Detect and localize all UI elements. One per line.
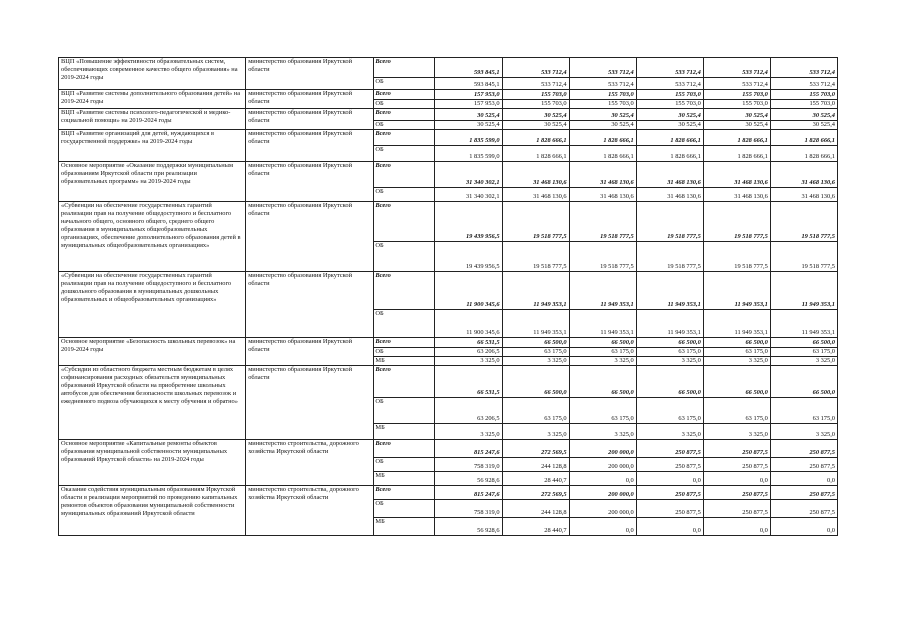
funding-source-label: ОБ xyxy=(375,78,384,85)
amount-cell-year-4: 3 325,0 xyxy=(636,424,703,440)
amount-cell-year-3: 200 000,0 xyxy=(569,500,636,518)
amount-cell-year-1: 3 325,0 xyxy=(435,424,502,440)
funding-source-cell xyxy=(374,90,435,100)
amount-cell-year-3: 30 525,4 xyxy=(569,109,636,121)
funding-source-label: МБ xyxy=(375,357,385,364)
amount-cell-year-3: 200 000,0 xyxy=(569,486,636,500)
program-name-cell: ВЦП «Развитие системы психолого-педагогической и медико-социальной помощи» на 2019-2024 годы xyxy=(59,109,246,130)
funding-source-label: Всего xyxy=(375,58,391,65)
amount-cell-year-6: 533 712,4 xyxy=(770,58,837,78)
responsible-org-cell: министерство образования Иркутской области xyxy=(246,162,374,202)
funding-source-cell xyxy=(374,130,435,146)
amount-cell-year-5: 1 828 666,1 xyxy=(703,146,770,162)
program-name-cell: ВЦП «Повышение эффективности образовательных систем, обеспечивающих современное качество общего образования» на 2019-2024 годы xyxy=(59,58,246,90)
amount-cell-year-2: 272 569,5 xyxy=(502,486,569,500)
funding-source-cell xyxy=(374,366,435,398)
funding-source-label: ОБ xyxy=(375,146,384,153)
funding-source-cell xyxy=(374,58,435,78)
amount-cell-year-6: 63 175,0 xyxy=(770,398,837,424)
amount-cell-year-6: 11 949 353,1 xyxy=(770,310,837,338)
amount-cell-year-6: 0,0 xyxy=(770,518,837,536)
amount-cell-year-1: 30 525,4 xyxy=(435,121,502,130)
funding-source-cell xyxy=(374,202,435,242)
funding-source-label: ОБ xyxy=(375,188,384,195)
funding-source-label: Всего xyxy=(375,338,391,345)
amount-cell-year-2: 31 468 130,6 xyxy=(502,162,569,188)
amount-cell-year-2: 28 440,7 xyxy=(502,518,569,536)
funding-source-cell xyxy=(374,348,435,357)
amount-cell-year-4: 30 525,4 xyxy=(636,109,703,121)
amount-cell-year-6: 30 525,4 xyxy=(770,121,837,130)
amount-cell-year-6: 31 468 130,6 xyxy=(770,162,837,188)
responsible-org-cell: министерство образования Иркутской области xyxy=(246,272,374,338)
amount-cell-year-3: 533 712,4 xyxy=(569,58,636,78)
amount-cell-year-1: 11 900 345,6 xyxy=(435,310,502,338)
amount-cell-year-5: 533 712,4 xyxy=(703,58,770,78)
funding-source-label: ОБ xyxy=(375,458,384,465)
table-row xyxy=(59,58,838,78)
funding-source-label: Всего xyxy=(375,440,391,447)
funding-source-cell xyxy=(374,338,435,348)
program-name-cell: ВЦП «Развитие организаций для детей, нуждающихся в государственной поддержке» на 2019-2024 годы xyxy=(59,130,246,162)
amount-cell-year-6: 63 175,0 xyxy=(770,348,837,357)
amount-cell-year-4: 533 712,4 xyxy=(636,78,703,90)
amount-cell-year-2: 19 518 777,5 xyxy=(502,202,569,242)
amount-cell-year-2: 3 325,0 xyxy=(502,357,569,366)
amount-cell-year-1: 19 439 956,5 xyxy=(435,242,502,272)
responsible-org-cell: министерство образования Иркутской области xyxy=(246,130,374,162)
amount-cell-year-6: 1 828 666,1 xyxy=(770,146,837,162)
amount-cell-year-4: 250 877,5 xyxy=(636,486,703,500)
amount-cell-year-5: 31 468 130,6 xyxy=(703,188,770,202)
table-row xyxy=(59,162,838,188)
program-name-cell: «Субсидии из областного бюджета местным бюджетам в целях софинансирования расходных обязательств муниципальных образований Иркутской области на приобретение школьных автобусов для обеспечения безопасности школьных перевозок и ежедневного подвоза обучающихся к месту обучения и обратно» xyxy=(59,366,246,440)
amount-cell-year-3: 66 500,0 xyxy=(569,338,636,348)
amount-cell-year-3: 3 325,0 xyxy=(569,424,636,440)
funding-source-cell xyxy=(374,188,435,202)
funding-source-cell xyxy=(374,78,435,90)
amount-cell-year-5: 66 500,0 xyxy=(703,366,770,398)
amount-cell-year-4: 533 712,4 xyxy=(636,58,703,78)
table-row xyxy=(59,130,838,146)
amount-cell-year-3: 155 703,0 xyxy=(569,100,636,109)
amount-cell-year-5: 155 703,0 xyxy=(703,100,770,109)
funding-source-label: Всего xyxy=(375,486,391,493)
amount-cell-year-4: 19 518 777,5 xyxy=(636,202,703,242)
funding-source-cell xyxy=(374,518,435,536)
amount-cell-year-5: 30 525,4 xyxy=(703,121,770,130)
funding-source-cell xyxy=(374,310,435,338)
amount-cell-year-3: 11 949 353,1 xyxy=(569,272,636,310)
funding-source-cell xyxy=(374,272,435,310)
amount-cell-year-5: 19 518 777,5 xyxy=(703,202,770,242)
amount-cell-year-5: 63 175,0 xyxy=(703,348,770,357)
funding-source-label: ОБ xyxy=(375,500,384,507)
amount-cell-year-2: 533 712,4 xyxy=(502,78,569,90)
amount-cell-year-1: 593 845,1 xyxy=(435,58,502,78)
funding-source-label: ОБ xyxy=(375,310,384,317)
amount-cell-year-1: 1 835 599,0 xyxy=(435,146,502,162)
amount-cell-year-1: 815 247,6 xyxy=(435,440,502,458)
amount-cell-year-4: 250 877,5 xyxy=(636,458,703,472)
funding-source-cell xyxy=(374,486,435,500)
amount-cell-year-3: 533 712,4 xyxy=(569,78,636,90)
amount-cell-year-6: 19 518 777,5 xyxy=(770,242,837,272)
funding-source-label: ОБ xyxy=(375,242,384,249)
funding-source-label: Всего xyxy=(375,130,391,137)
table-row xyxy=(59,109,838,121)
amount-cell-year-4: 66 500,0 xyxy=(636,338,703,348)
table-row xyxy=(59,366,838,398)
amount-cell-year-6: 3 325,0 xyxy=(770,357,837,366)
amount-cell-year-6: 250 877,5 xyxy=(770,440,837,458)
funding-source-cell xyxy=(374,100,435,109)
amount-cell-year-2: 533 712,4 xyxy=(502,58,569,78)
amount-cell-year-2: 244 128,8 xyxy=(502,500,569,518)
amount-cell-year-4: 31 468 130,6 xyxy=(636,162,703,188)
amount-cell-year-5: 250 877,5 xyxy=(703,458,770,472)
amount-cell-year-5: 30 525,4 xyxy=(703,109,770,121)
program-name-cell: Оказание содействия муниципальным образованиям Иркутской области в реализации мероприятий по проведению капитальных ремонтов объектов образования муниципальной собственности муниципальных образований Иркутской области xyxy=(59,486,246,536)
amount-cell-year-2: 3 325,0 xyxy=(502,424,569,440)
responsible-org-cell: министерство образования Иркутской области xyxy=(246,366,374,440)
funding-source-cell xyxy=(374,357,435,366)
amount-cell-year-6: 250 877,5 xyxy=(770,458,837,472)
amount-cell-year-5: 19 518 777,5 xyxy=(703,242,770,272)
responsible-org-cell: министерство образования Иркутской области xyxy=(246,338,374,366)
amount-cell-year-5: 63 175,0 xyxy=(703,398,770,424)
amount-cell-year-6: 1 828 666,1 xyxy=(770,130,837,146)
amount-cell-year-1: 815 247,6 xyxy=(435,486,502,500)
amount-cell-year-3: 1 828 666,1 xyxy=(569,130,636,146)
amount-cell-year-5: 250 877,5 xyxy=(703,486,770,500)
responsible-org-cell: министерство образования Иркутской области xyxy=(246,90,374,109)
amount-cell-year-6: 250 877,5 xyxy=(770,500,837,518)
amount-cell-year-3: 31 468 130,6 xyxy=(569,162,636,188)
amount-cell-year-5: 11 949 353,1 xyxy=(703,310,770,338)
amount-cell-year-2: 1 828 666,1 xyxy=(502,130,569,146)
amount-cell-year-5: 3 325,0 xyxy=(703,357,770,366)
funding-source-cell xyxy=(374,440,435,458)
amount-cell-year-1: 30 525,4 xyxy=(435,109,502,121)
amount-cell-year-1: 66 531,5 xyxy=(435,338,502,348)
funding-source-label: ОБ xyxy=(375,348,384,355)
amount-cell-year-6: 250 877,5 xyxy=(770,486,837,500)
amount-cell-year-3: 200 000,0 xyxy=(569,440,636,458)
amount-cell-year-3: 0,0 xyxy=(569,472,636,486)
amount-cell-year-2: 155 703,0 xyxy=(502,100,569,109)
responsible-org-cell: министерство образования Иркутской области xyxy=(246,58,374,90)
amount-cell-year-1: 1 835 599,0 xyxy=(435,130,502,146)
responsible-org-cell: министерство строительства, дорожного хозяйства Иркутской области xyxy=(246,440,374,486)
amount-cell-year-2: 66 500,0 xyxy=(502,366,569,398)
amount-cell-year-1: 758 319,0 xyxy=(435,500,502,518)
amount-cell-year-2: 30 525,4 xyxy=(502,109,569,121)
funding-source-label: Всего xyxy=(375,162,391,169)
amount-cell-year-4: 0,0 xyxy=(636,518,703,536)
funding-source-label: Всего xyxy=(375,90,391,97)
amount-cell-year-4: 155 703,0 xyxy=(636,90,703,100)
amount-cell-year-2: 155 703,0 xyxy=(502,90,569,100)
responsible-org-cell: министерство строительства, дорожного хозяйства Иркутской области xyxy=(246,486,374,536)
amount-cell-year-2: 30 525,4 xyxy=(502,121,569,130)
amount-cell-year-4: 11 949 353,1 xyxy=(636,310,703,338)
program-name-cell: «Субвенции на обеспечение государственных гарантий реализации прав на получение общедоступного и бесплатного начального общего, основного общего, среднего общего образования в муниципальных общеобразовательных организациях, обеспечение дополнительного образования детей в муниципальных общеобразовательных организациях» xyxy=(59,202,246,272)
amount-cell-year-2: 28 440,7 xyxy=(502,472,569,486)
amount-cell-year-1: 3 325,0 xyxy=(435,357,502,366)
amount-cell-year-2: 11 949 353,1 xyxy=(502,310,569,338)
amount-cell-year-3: 63 175,0 xyxy=(569,398,636,424)
amount-cell-year-4: 1 828 666,1 xyxy=(636,146,703,162)
funding-source-label: МБ xyxy=(375,424,385,431)
amount-cell-year-3: 0,0 xyxy=(569,518,636,536)
amount-cell-year-4: 31 468 130,6 xyxy=(636,188,703,202)
amount-cell-year-6: 19 518 777,5 xyxy=(770,202,837,242)
funding-source-cell xyxy=(374,500,435,518)
amount-cell-year-2: 11 949 353,1 xyxy=(502,272,569,310)
amount-cell-year-3: 31 468 130,6 xyxy=(569,188,636,202)
amount-cell-year-2: 272 569,5 xyxy=(502,440,569,458)
funding-source-label: Всего xyxy=(375,366,391,373)
funding-source-label: Всего xyxy=(375,109,391,116)
amount-cell-year-3: 11 949 353,1 xyxy=(569,310,636,338)
table-row xyxy=(59,486,838,500)
amount-cell-year-4: 155 703,0 xyxy=(636,100,703,109)
amount-cell-year-4: 1 828 666,1 xyxy=(636,130,703,146)
amount-cell-year-4: 3 325,0 xyxy=(636,357,703,366)
funding-source-cell xyxy=(374,472,435,486)
amount-cell-year-1: 66 531,5 xyxy=(435,366,502,398)
amount-cell-year-6: 0,0 xyxy=(770,472,837,486)
amount-cell-year-3: 3 325,0 xyxy=(569,357,636,366)
table-row xyxy=(59,202,838,242)
amount-cell-year-4: 63 175,0 xyxy=(636,348,703,357)
responsible-org-cell: министерство образования Иркутской области xyxy=(246,109,374,130)
amount-cell-year-3: 19 518 777,5 xyxy=(569,242,636,272)
amount-cell-year-5: 3 325,0 xyxy=(703,424,770,440)
amount-cell-year-2: 63 175,0 xyxy=(502,398,569,424)
amount-cell-year-5: 533 712,4 xyxy=(703,78,770,90)
table-row xyxy=(59,338,838,348)
amount-cell-year-3: 19 518 777,5 xyxy=(569,202,636,242)
amount-cell-year-5: 250 877,5 xyxy=(703,440,770,458)
amount-cell-year-1: 31 340 302,1 xyxy=(435,162,502,188)
amount-cell-year-1: 157 953,0 xyxy=(435,90,502,100)
funding-source-cell xyxy=(374,146,435,162)
amount-cell-year-1: 157 953,0 xyxy=(435,100,502,109)
amount-cell-year-6: 3 325,0 xyxy=(770,424,837,440)
funding-source-cell xyxy=(374,398,435,424)
funding-source-label: ОБ xyxy=(375,398,384,405)
amount-cell-year-2: 31 468 130,6 xyxy=(502,188,569,202)
amount-cell-year-1: 19 439 956,5 xyxy=(435,202,502,242)
funding-source-label: Всего xyxy=(375,272,391,279)
amount-cell-year-1: 31 340 302,1 xyxy=(435,188,502,202)
amount-cell-year-3: 66 500,0 xyxy=(569,366,636,398)
amount-cell-year-2: 244 128,8 xyxy=(502,458,569,472)
amount-cell-year-6: 155 703,0 xyxy=(770,100,837,109)
program-name-cell: Основное мероприятие «Капитальные ремонты объектов образования муниципальной собственности муниципальных образований Иркутской области» на 2019-2024 годы xyxy=(59,440,246,486)
amount-cell-year-3: 155 703,0 xyxy=(569,90,636,100)
amount-cell-year-5: 250 877,5 xyxy=(703,500,770,518)
amount-cell-year-2: 1 828 666,1 xyxy=(502,146,569,162)
funding-source-cell xyxy=(374,109,435,121)
table-row xyxy=(59,440,838,458)
amount-cell-year-2: 66 500,0 xyxy=(502,338,569,348)
funding-source-cell xyxy=(374,121,435,130)
amount-cell-year-4: 19 518 777,5 xyxy=(636,242,703,272)
amount-cell-year-3: 200 000,0 xyxy=(569,458,636,472)
amount-cell-year-5: 155 703,0 xyxy=(703,90,770,100)
responsible-org-cell: министерство образования Иркутской области xyxy=(246,202,374,272)
amount-cell-year-5: 0,0 xyxy=(703,472,770,486)
amount-cell-year-4: 0,0 xyxy=(636,472,703,486)
amount-cell-year-1: 56 928,6 xyxy=(435,518,502,536)
funding-source-cell xyxy=(374,242,435,272)
funding-source-cell xyxy=(374,162,435,188)
funding-source-cell xyxy=(374,424,435,440)
amount-cell-year-1: 56 928,6 xyxy=(435,472,502,486)
amount-cell-year-4: 250 877,5 xyxy=(636,440,703,458)
amount-cell-year-4: 30 525,4 xyxy=(636,121,703,130)
amount-cell-year-5: 1 828 666,1 xyxy=(703,130,770,146)
amount-cell-year-6: 66 500,0 xyxy=(770,366,837,398)
funding-source-label: Всего xyxy=(375,202,391,209)
amount-cell-year-2: 19 518 777,5 xyxy=(502,242,569,272)
table-row xyxy=(59,90,838,100)
amount-cell-year-6: 30 525,4 xyxy=(770,109,837,121)
amount-cell-year-1: 758 319,0 xyxy=(435,458,502,472)
amount-cell-year-1: 63 206,5 xyxy=(435,348,502,357)
program-name-cell: Основное мероприятие «Безопасность школьных перевозок» на 2019-2024 годы xyxy=(59,338,246,366)
amount-cell-year-6: 31 468 130,6 xyxy=(770,188,837,202)
funding-table-sheet xyxy=(58,57,838,536)
amount-cell-year-4: 66 500,0 xyxy=(636,366,703,398)
amount-cell-year-1: 593 845,1 xyxy=(435,78,502,90)
amount-cell-year-6: 11 949 353,1 xyxy=(770,272,837,310)
amount-cell-year-5: 11 949 353,1 xyxy=(703,272,770,310)
program-name-cell: «Субвенции на обеспечение государственных гарантий реализации прав на получение общедоступного и бесплатного дошкольного образования в муниципальных дошкольных образовательных и общеобразовательных организациях» xyxy=(59,272,246,338)
amount-cell-year-1: 63 206,5 xyxy=(435,398,502,424)
table-row xyxy=(59,272,838,310)
amount-cell-year-5: 66 500,0 xyxy=(703,338,770,348)
amount-cell-year-6: 155 703,0 xyxy=(770,90,837,100)
amount-cell-year-5: 31 468 130,6 xyxy=(703,162,770,188)
amount-cell-year-4: 63 175,0 xyxy=(636,398,703,424)
amount-cell-year-3: 30 525,4 xyxy=(569,121,636,130)
amount-cell-year-2: 63 175,0 xyxy=(502,348,569,357)
funding-table xyxy=(58,57,838,536)
amount-cell-year-3: 1 828 666,1 xyxy=(569,146,636,162)
funding-source-label: ОБ xyxy=(375,121,384,128)
funding-source-cell xyxy=(374,458,435,472)
amount-cell-year-5: 0,0 xyxy=(703,518,770,536)
funding-source-label: ОБ xyxy=(375,100,384,107)
program-name-cell: ВЦП «Развитие системы дополнительного образования детей» на 2019-2024 годы xyxy=(59,90,246,109)
amount-cell-year-4: 250 877,5 xyxy=(636,500,703,518)
funding-source-label: МБ xyxy=(375,472,385,479)
amount-cell-year-6: 533 712,4 xyxy=(770,78,837,90)
program-name-cell: Основное мероприятие «Оказание поддержки муниципальным образованиям Иркутской области при реализации образовательных программ» на 2019-2024 годы xyxy=(59,162,246,202)
funding-source-label: МБ xyxy=(375,518,385,525)
amount-cell-year-6: 66 500,0 xyxy=(770,338,837,348)
amount-cell-year-3: 63 175,0 xyxy=(569,348,636,357)
amount-cell-year-1: 11 900 345,6 xyxy=(435,272,502,310)
amount-cell-year-4: 11 949 353,1 xyxy=(636,272,703,310)
